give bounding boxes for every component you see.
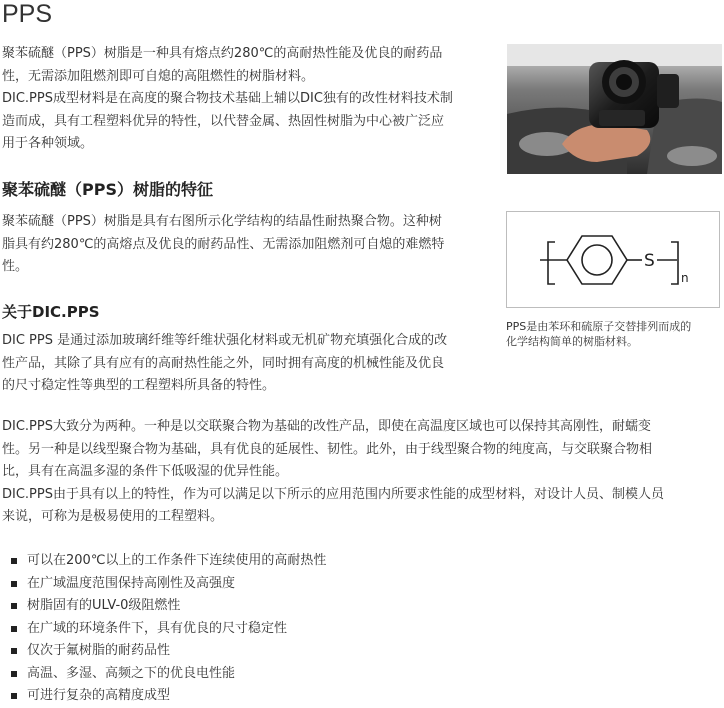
caption-line: 化学结构简单的树脂材料。: [506, 335, 638, 348]
types-line: 来说，可称为是极易使用的工程塑料。: [2, 509, 224, 524]
about-paragraph: [2, 330, 447, 398]
feature-list: [0, 550, 326, 708]
list-item-text: 在广域温度范围保持高刚性及高强度: [27, 575, 236, 591]
chemical-structure: [506, 211, 720, 308]
bullet-icon: [11, 626, 17, 632]
intro-line: 聚苯硫醚（PPS）树脂是一种具有熔点约280℃的高耐热性能及优良的耐药品: [2, 46, 443, 61]
list-item: [0, 640, 326, 663]
list-item: [0, 550, 326, 573]
about-line: DIC PPS 是通过添加玻璃纤维等纤维状强化材料或无机矿物充填强化合成的改: [2, 333, 448, 348]
types-paragraph: [2, 416, 664, 529]
features-line: 聚苯硫醚（PPS）树脂是具有右图所示化学结构的结晶性耐热聚合物。这种树: [2, 214, 442, 229]
list-item: [0, 685, 326, 708]
features-line: 脂具有约280℃的高熔点及优良的耐药品性、无需添加阻燃剂可自熄的难燃特: [2, 236, 445, 252]
bullet-icon: [11, 558, 17, 564]
list-item-text: 在广域的环境条件下，具有优良的尺寸稳定性: [27, 620, 288, 636]
intro-line: 造而成，具有工程塑料优异的特性，以代替金属、热固性树脂为中心被广泛应: [2, 113, 445, 129]
repeat-unit-label: n: [681, 271, 689, 285]
list-item: [0, 663, 326, 686]
intro-line: DIC.PPS成型材料是在高度的聚合物技术基础上辅以DIC独有的改性材料技术制: [2, 91, 453, 106]
features-line: 性。: [2, 259, 29, 274]
intro-paragraph: [2, 43, 453, 156]
pps-structure-diagram: [507, 212, 719, 307]
sulfur-label: S: [644, 251, 655, 271]
bullet-icon: [11, 603, 17, 609]
product-photo: [507, 44, 722, 174]
about-line: 性产品，其除了具有应有的高耐热性能之外，同时拥有高度的机械性能及优良: [2, 355, 445, 371]
features-paragraph: [2, 211, 444, 279]
chemical-structure-caption: [506, 319, 720, 349]
types-line: 比，具有在高温多湿的条件下低吸湿的优异性能。: [2, 464, 289, 479]
caption-line: PPS是由苯环和硫原子交替排列而成的: [506, 320, 692, 333]
list-item-text: 高温、多湿、高频之下的优良电性能: [27, 665, 236, 681]
list-item-text: 仅次于氟树脂的耐药品性: [27, 643, 171, 658]
intro-line: 性，无需添加阻燃剂即可自熄的高阻燃性的树脂材料。: [2, 68, 315, 84]
list-item-text: 可进行复杂的高精度成型: [27, 688, 171, 703]
bullet-icon: [11, 648, 17, 654]
bullet-icon: [11, 581, 17, 587]
intro-line: 用于各种领域。: [2, 136, 94, 151]
types-line: 性。另一种是以线型聚合物为基础，具有优良的延展性、韧性。此外，由于线型聚合物的纯度高，与交联聚合物相: [2, 441, 653, 457]
page-title: PPS: [2, 0, 53, 28]
list-item: [0, 595, 326, 618]
list-item: [0, 618, 326, 641]
types-line: DIC.PPS大致分为两种。一种是以交联聚合物为基础的改性产品，即使在高温度区域也可以保持其高刚性，耐蠕变: [2, 419, 651, 434]
features-heading: 聚苯硫醚（PPS）树脂的特征: [2, 180, 213, 199]
list-item-text: 树脂固有的ULV-0级阻燃性: [27, 598, 181, 613]
list-item-text: 可以在200℃以上的工作条件下连续使用的高耐热性: [27, 553, 327, 568]
bullet-icon: [11, 671, 17, 677]
bullet-icon: [11, 693, 17, 699]
about-heading: 关于DIC.PPS: [2, 303, 100, 321]
types-line: DIC.PPS由于具有以上的特性，作为可以满足以下所示的应用范围内所要求性能的成型材料，对设计人员、制模人员: [2, 486, 664, 502]
about-line: 的尺寸稳定性等典型的工程塑料所具备的特性。: [2, 378, 276, 393]
list-item: [0, 573, 326, 596]
product-photo-image: [507, 44, 722, 174]
